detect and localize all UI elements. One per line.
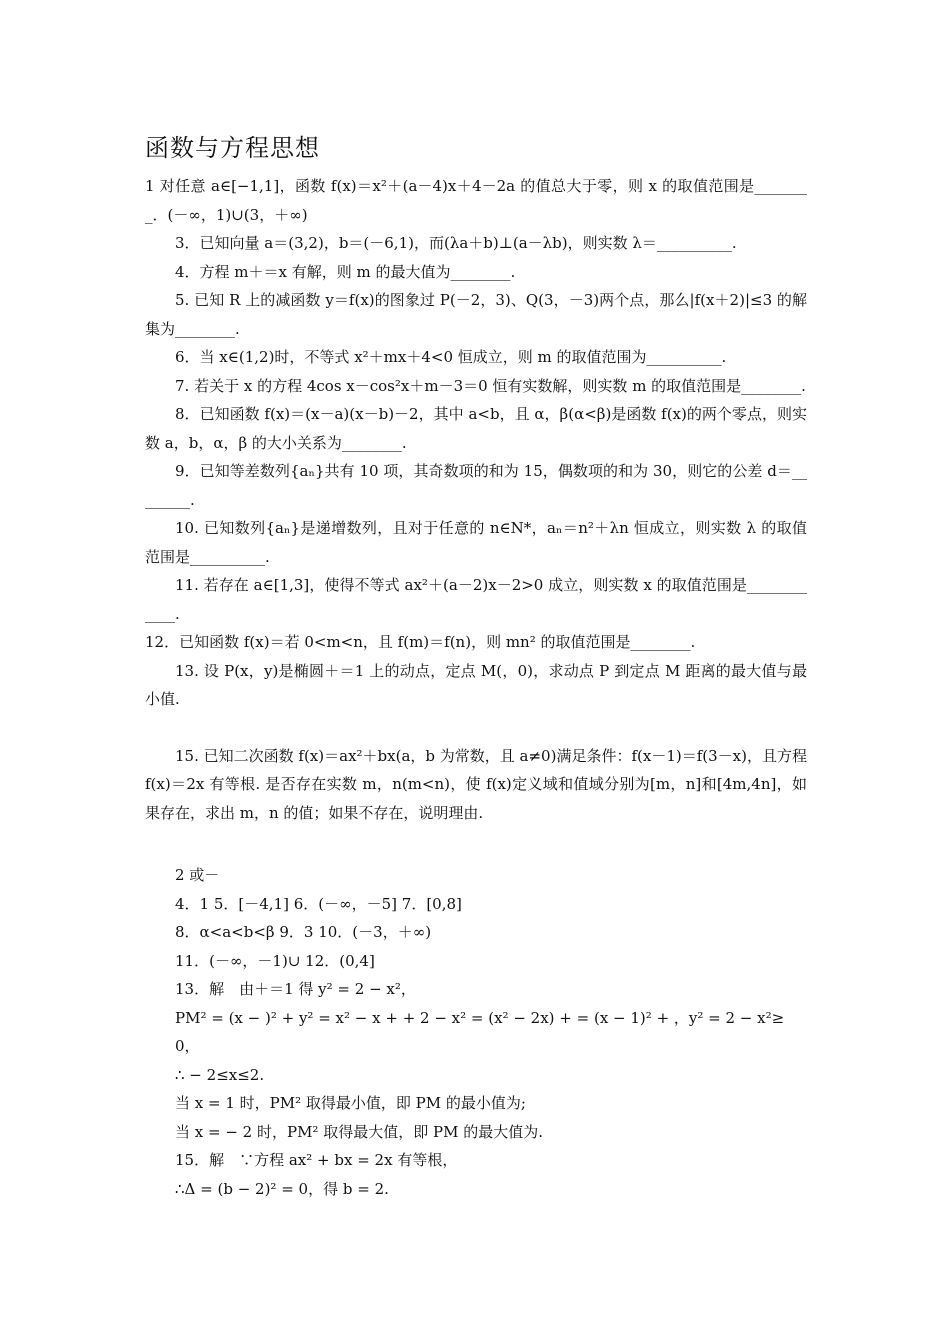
problem-12: 12．已知函数 f(x)＝若 0<m<n，且 f(m)＝f(n)，则 mn² 的取值范围是________.: [145, 633, 696, 651]
problem-6: 6．当 x∈(1,2)时，不等式 x²＋mx＋4<0 恒成立，则 m 的取值范围为__________.: [175, 348, 727, 366]
answer-line: 13．解 由＋＝1 得 y² = 2 − x²，: [175, 980, 416, 998]
answer-line: ∴Δ = (b − 2)² = 0，得 b = 2.: [175, 1179, 389, 1198]
problem-5: 5. 已知 R 上的减函数 y＝f(x)的图象过 P(－2，3)、Q(3，－3)两个点，那么|f(x＋2)|≤3 的解集为________.: [145, 291, 807, 338]
problem-8: 8．已知函数 f(x)＝(x－a)(x－b)－2，其中 a<b，且 α，β(α<β)是函数 f(x)的两个零点，则实数 a，b，α，β 的大小关系为________.: [145, 405, 807, 452]
answer-line: 当 x = 1 时，PM² 取得最小值，即 PM 的最小值为;: [175, 1094, 526, 1112]
problem-4: 4．方程 m＋＝x 有解，则 m 的最大值为________.: [175, 262, 516, 281]
answer-line: 15．解 ∵方程 ax² + bx = 2x 有等根，: [175, 1151, 458, 1169]
problem-9: 9．已知等差数列{aₙ}共有 10 项，其奇数项的和为 15，偶数项的和为 30，则它的公差 d＝________.: [145, 462, 807, 509]
answer-line: 8．α<a<b<β 9．3 10．(－3，＋∞): [175, 923, 432, 941]
problem-11: 11. 若存在 a∈[1,3]，使得不等式 ax²＋(a－2)x－2>0 成立，则实数 x 的取值范围是____________.: [145, 576, 807, 623]
problem-3: 3．已知向量 a＝(3,2)，b＝(－6,1)，而(λa＋b)⊥(a－λb)，则实数 λ＝__________.: [175, 234, 737, 252]
answer-line: PM² = (x − )² + y² = x² − x + + 2 − x² = (x² − 2x) + = (x − 1)² + ，y² = 2 − x²≥0，: [175, 1008, 785, 1055]
problem-15: 15. 已知二次函数 f(x)＝ax²＋bx(a，b 为常数，且 a≠0)满足条件：f(x－1)＝f(3－x)，且方程 f(x)＝2x 有等根. 是否存在实数 m，n(m<n)，使 f(x)定义域和值域分别为[m，n]和[4m,4n]，如果存在，求出 m，n 的值；如果不存在，说明理由.: [145, 746, 807, 822]
answer-line: 11．(－∞，－1)∪ 12．(0,4]: [175, 951, 375, 970]
answer-section: [145, 861, 807, 1203]
spacer: [145, 714, 807, 742]
problem-10: 10. 已知数列{aₙ}是递增数列，且对于任意的 n∈N*，aₙ＝n²＋λn 恒成立，则实数 λ 的取值范围是__________.: [145, 519, 807, 566]
answer-line: 当 x = − 2 时，PM² 取得最大值，即 PM 的最大值为.: [175, 1122, 543, 1141]
page-title: 函数与方程思想: [145, 134, 320, 162]
answer-line: ∴ − 2≤x≤2.: [175, 1065, 265, 1084]
problem-1: 1 对任意 a∈[−1,1]，函数 f(x)＝x²＋(a－4)x＋4－2a 的值总大于零，则 x 的取值范围是________．(－∞，1)∪(3，＋∞): [145, 177, 807, 224]
spacer: [145, 827, 807, 861]
answer-line: 4．1 5．[－4,1] 6．(－∞，－5] 7．[0,8]: [175, 894, 462, 913]
problem-7: 7. 若关于 x 的方程 4cos x－cos²x＋m－3＝0 恒有实数解，则实数 m 的取值范围是________.: [175, 376, 806, 395]
answer-line: 2 或－: [175, 866, 220, 884]
document-page: [145, 128, 807, 1203]
problem-13: 13. 设 P(x，y)是椭圆＋＝1 上的动点，定点 M(，0)，求动点 P 到定点 M 距离的最大值与最小值.: [145, 661, 807, 708]
